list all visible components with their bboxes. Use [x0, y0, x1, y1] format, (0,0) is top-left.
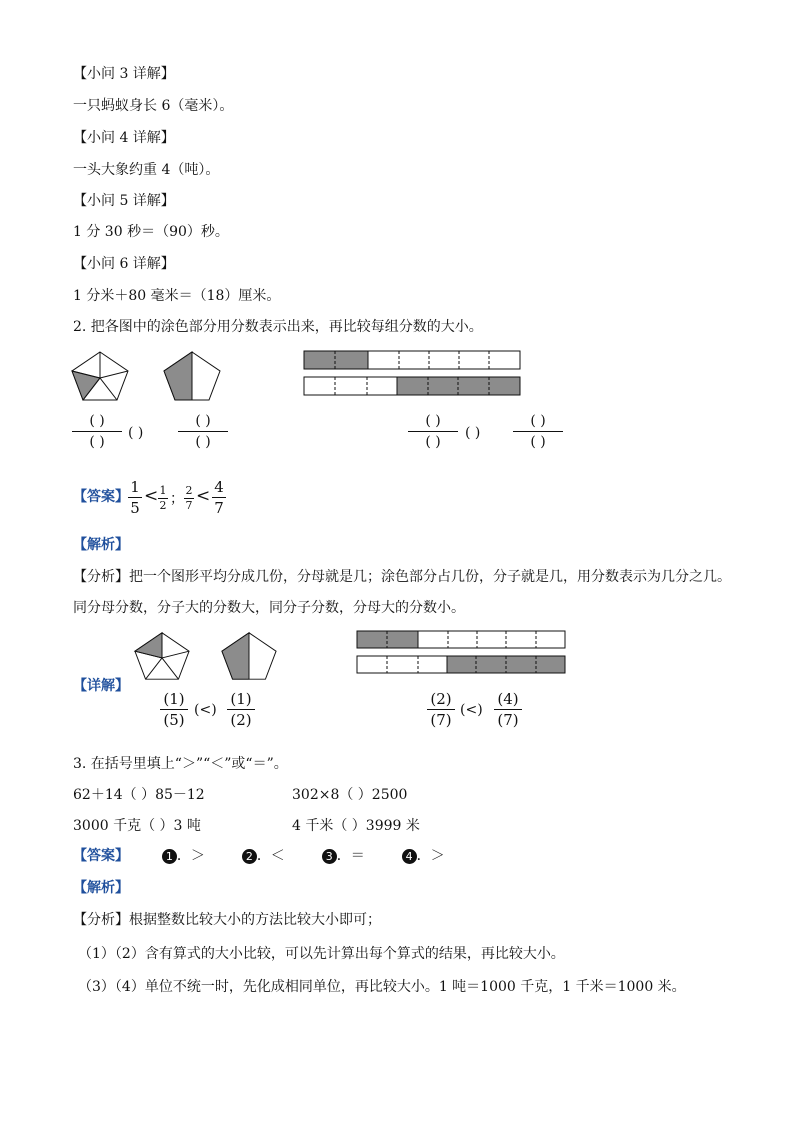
- q2-jiexi-label: 【解析】: [73, 537, 129, 553]
- blank-fraction-3[interactable]: ( ) ( ): [408, 412, 458, 451]
- q3-expr-1: 62＋14（ ）85－12: [73, 787, 205, 803]
- q2-answer-label: 【答案】: [73, 489, 129, 505]
- detail-op-2: (<): [460, 702, 483, 718]
- q3-jiexi-label: 【解析】: [73, 880, 129, 896]
- q3-expr-2: 302×8（ ）2500: [292, 787, 408, 803]
- detail-fraction-2: (1) (2): [227, 690, 255, 729]
- q1-h5: 【小问 5 详解】: [73, 193, 175, 209]
- answer-num-1: 1: [162, 849, 177, 864]
- blank-fraction-2[interactable]: ( ) ( ): [178, 412, 228, 451]
- answer-num-2: 2: [242, 849, 257, 864]
- answer-fraction-2: 1 2: [159, 484, 167, 512]
- answer-num-4: 4: [402, 849, 417, 864]
- q1-a3: 一只蚂蚁身长 6（毫米）。: [73, 98, 234, 114]
- detail-fraction-4: (4) (7): [494, 690, 522, 729]
- q1-a5: 1 分 30 秒＝（90）秒。: [73, 224, 229, 240]
- detail-fraction-1: (1) (5): [160, 690, 188, 729]
- answer-op-2: <: [196, 486, 211, 506]
- q2-fenxi: 【分析】把一个图形平均分成几份，分母就是几；涂色部分占几份，分子就是几，用分数表示为几分之几。: [73, 569, 731, 585]
- q3-prompt: 3. 在括号里填上“＞”“＜”或“＝”。: [73, 756, 288, 772]
- q1-h6: 【小问 6 详解】: [73, 256, 175, 272]
- answer-op-1: <: [144, 486, 159, 506]
- compare-blank-1[interactable]: ( ): [128, 425, 144, 441]
- q1-a6: 1 分米＋80 毫米＝（18）厘米。: [73, 288, 281, 304]
- compare-blank-2[interactable]: ( ): [465, 425, 481, 441]
- q3-answer-row: 【答案】 1 ．＞ 2 ．＜ 3 ．＝ 4 ．＞: [73, 848, 445, 864]
- q1-h3: 【小问 3 详解】: [73, 66, 175, 82]
- q3-fenxi: 【分析】根据整数比较大小的方法比较大小即可；: [73, 912, 381, 928]
- q1-h4: 【小问 4 详解】: [73, 130, 175, 146]
- q2-xiangjie-label: 【详解】: [73, 678, 129, 694]
- pentagon-half-figure: [162, 350, 222, 402]
- answer-separator: ；: [170, 491, 184, 507]
- detail-fraction-3: (2) (7): [427, 690, 455, 729]
- answer-num-3: 3: [322, 849, 337, 864]
- answer-fraction-3: 2 7: [185, 484, 193, 512]
- pentagon-fifths-figure: [70, 350, 130, 402]
- bar-sevenths-figures: [303, 350, 523, 398]
- q2-fenxi-2: 同分母分数，分子大的分数大，同分子分数，分母大的分数小。: [73, 600, 465, 616]
- detail-bar-sevenths: [356, 630, 568, 676]
- q3-expr-4: 4 千米（ ）3999 米: [292, 818, 420, 834]
- blank-fraction-4[interactable]: ( ) ( ): [513, 412, 563, 451]
- detail-pentagon-half: [220, 630, 278, 682]
- detail-pentagon-fifths: [133, 630, 191, 682]
- q2-prompt: 2. 把各图中的涂色部分用分数表示出来，再比较每组分数的大小。: [73, 319, 483, 335]
- answer-fraction-1: 1 5: [128, 478, 142, 517]
- detail-op-1: (<): [194, 702, 217, 718]
- q3-note-1: （1）（2）含有算式的大小比较，可以先计算出每个算式的结果，再比较大小。: [78, 946, 565, 962]
- q3-note-2: （3）（4）单位不统一时，先化成相同单位，再比较大小。1 吨＝1000 千克，1 千米＝1000 米。: [78, 979, 686, 995]
- q1-a4: 一头大象约重 4（吨）。: [73, 162, 220, 178]
- q3-expr-3: 3000 千克（ ）3 吨: [73, 818, 201, 834]
- blank-fraction-1[interactable]: ( ) ( ): [72, 412, 122, 451]
- answer-fraction-4: 4 7: [212, 478, 226, 517]
